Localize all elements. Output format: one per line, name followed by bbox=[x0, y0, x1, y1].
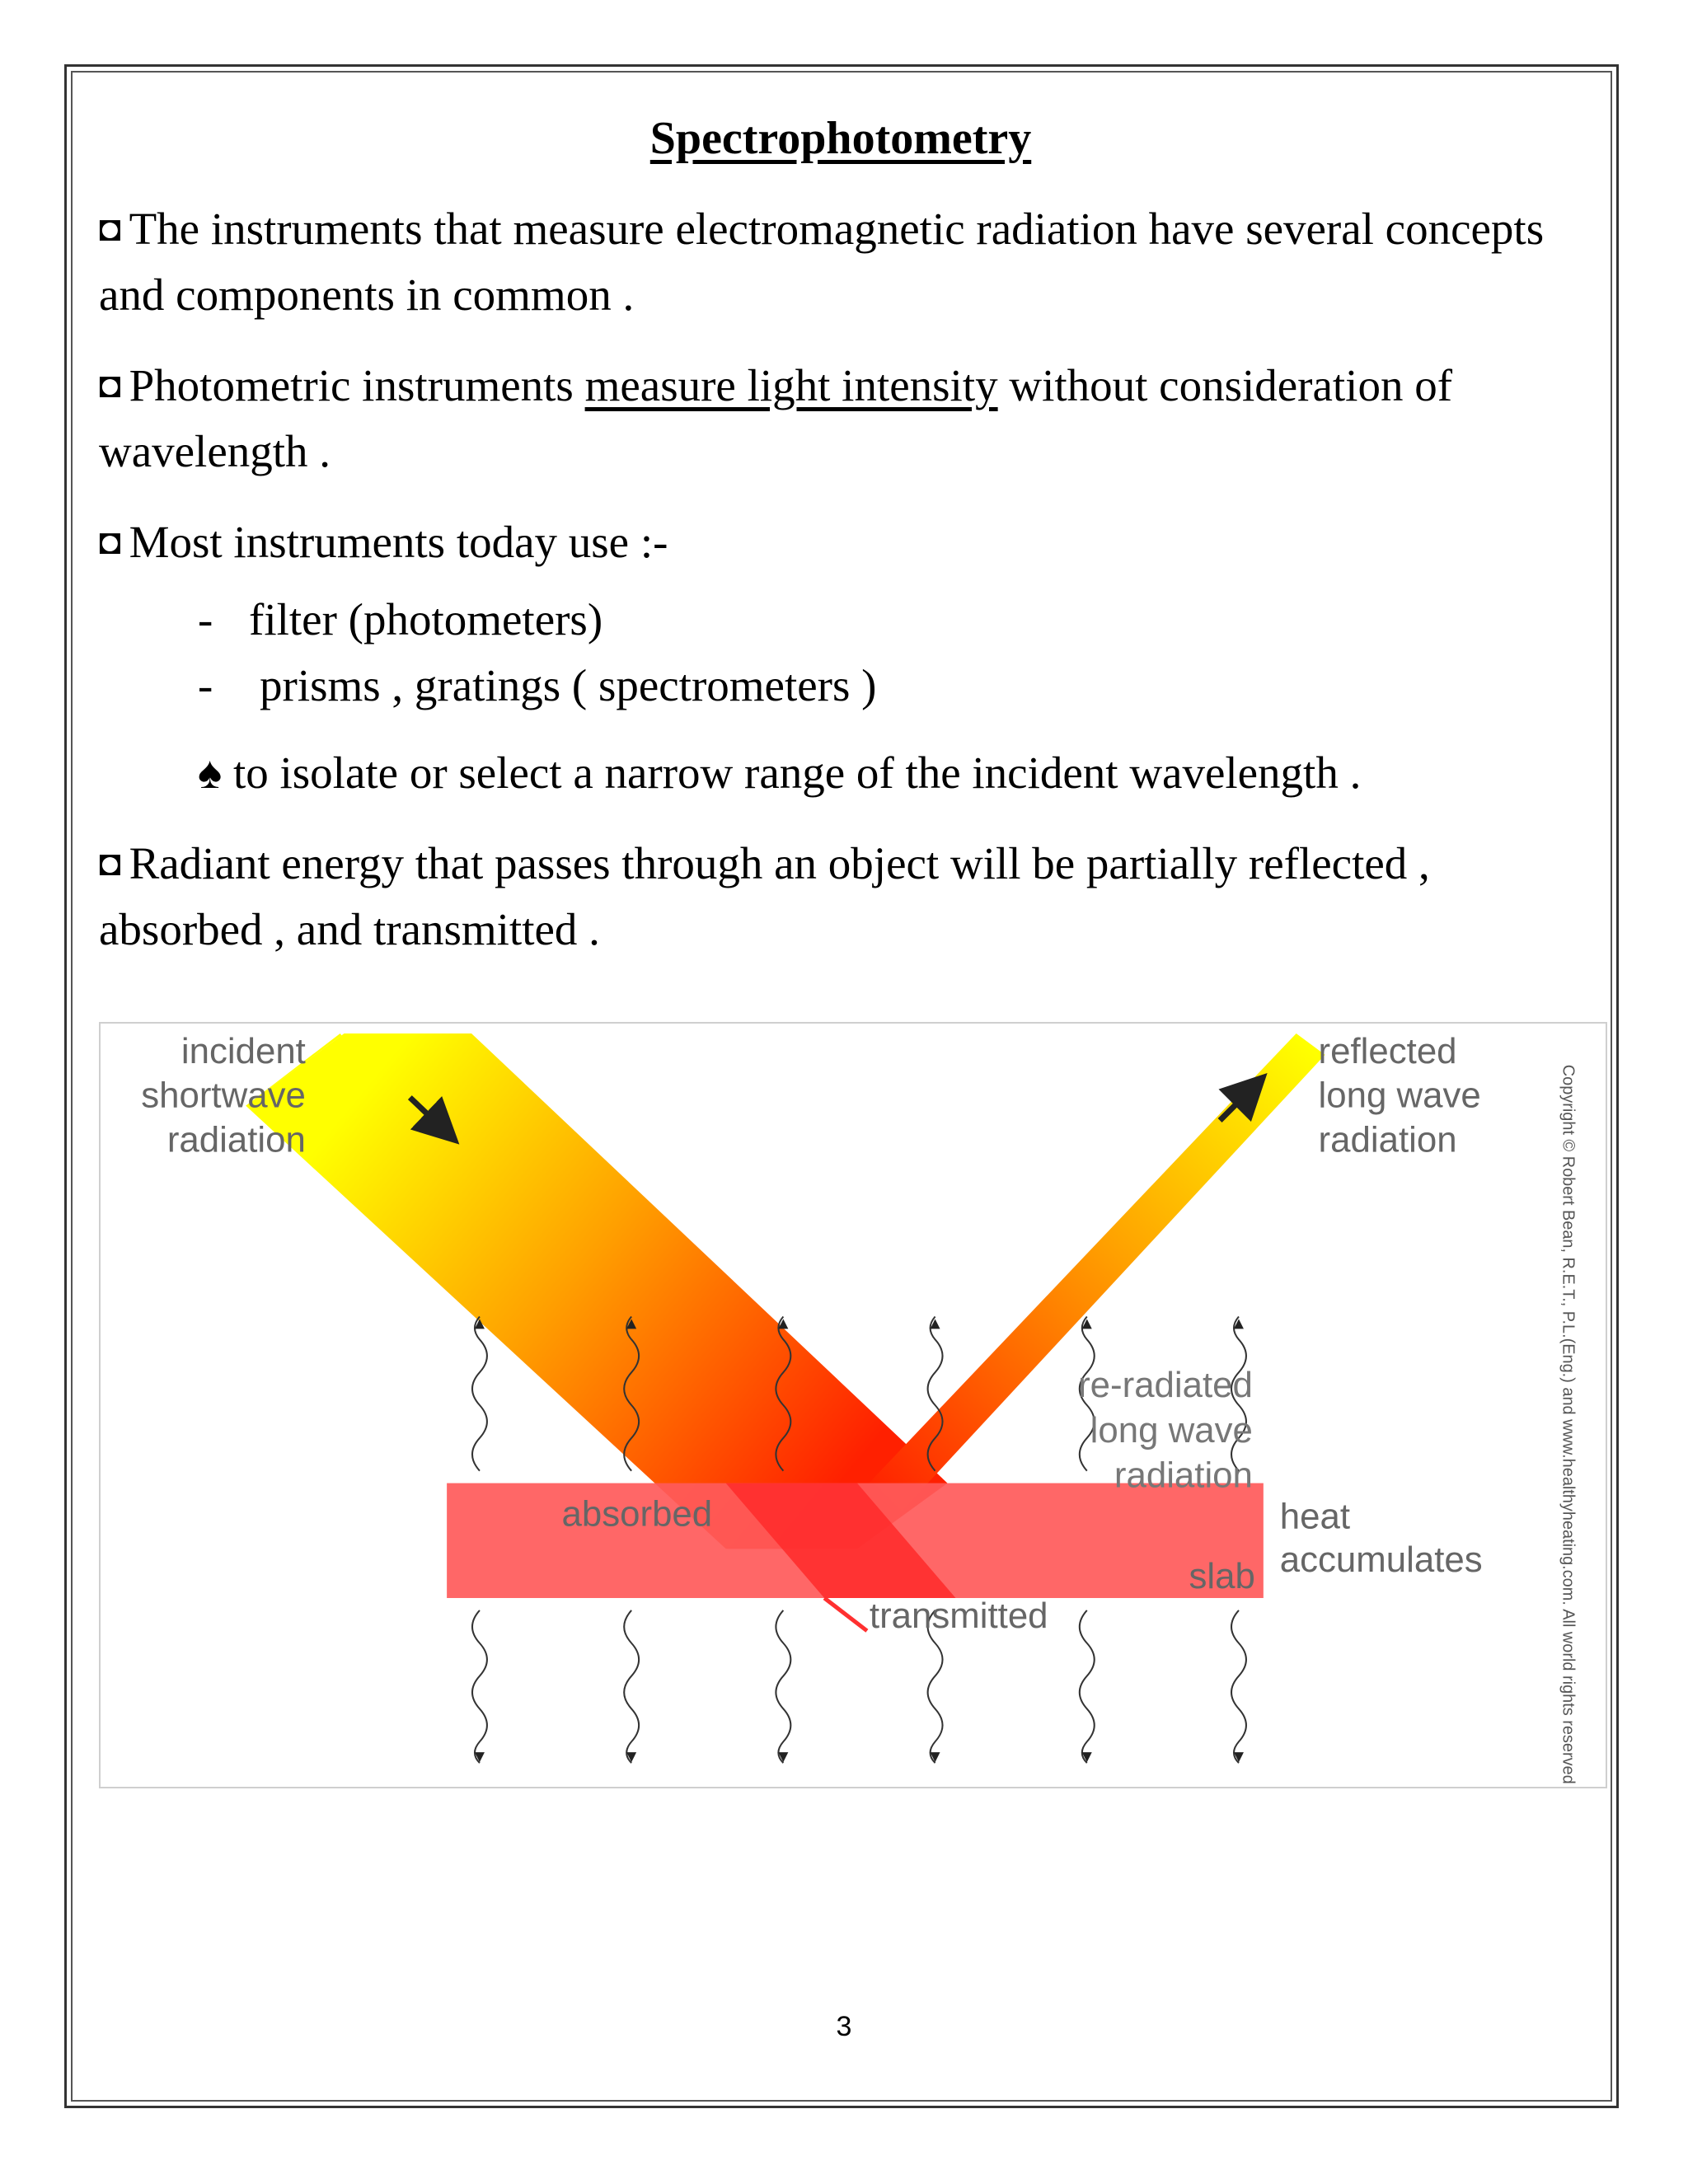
wave-arrowheads-down bbox=[475, 1752, 1244, 1762]
bullet-icon: ◘ bbox=[99, 365, 121, 405]
radiation-diagram bbox=[99, 1022, 1607, 1788]
paragraph-most-instruments bbox=[99, 509, 1582, 575]
underlined-phrase: measure light intensity bbox=[584, 360, 998, 410]
dash-marker: - bbox=[198, 594, 213, 644]
slab-label: slab bbox=[1189, 1556, 1255, 1597]
bullet-icon: ◘ bbox=[99, 522, 121, 562]
list-item-text: prisms , gratings ( spectrometers ) bbox=[260, 660, 877, 710]
incident-label-line2: shortwave bbox=[141, 1075, 306, 1116]
reradiated-label-line2: long wave bbox=[1090, 1409, 1253, 1451]
incident-label-line1: incident bbox=[181, 1030, 306, 1071]
paragraph-radiant-energy bbox=[99, 831, 1582, 963]
paragraph-text: Photometric instruments bbox=[129, 360, 585, 410]
bullet-icon: ◘ bbox=[99, 209, 121, 249]
dash-marker: - bbox=[198, 660, 213, 710]
spade-note bbox=[99, 740, 1582, 806]
page-number: 3 bbox=[836, 2011, 852, 2042]
list-item bbox=[99, 653, 1582, 719]
list-item-text: filter (photometers) bbox=[249, 594, 603, 644]
paragraph-photometric bbox=[99, 353, 1582, 485]
radiation-diagram-svg bbox=[101, 1024, 1606, 1787]
page-title: Spectrophotometry bbox=[649, 113, 1032, 164]
heat-label-line2: accumulates bbox=[1279, 1540, 1483, 1581]
spade-icon: ♠ bbox=[198, 748, 223, 798]
transmitted-ray bbox=[824, 1598, 867, 1631]
reradiated-label-line3: radiation bbox=[1114, 1455, 1253, 1496]
transmitted-label: transmitted bbox=[869, 1595, 1048, 1636]
paragraph-instruments bbox=[99, 196, 1582, 328]
heat-label-line1: heat bbox=[1279, 1496, 1351, 1537]
incident-beam-body bbox=[246, 1033, 865, 1549]
reflected-label-line1: reflected bbox=[1318, 1030, 1457, 1071]
reradiated-waves-down bbox=[472, 1610, 1246, 1763]
paragraph-text: The instruments that measure electromagnetic radiation have several concepts and components in common . bbox=[99, 204, 1545, 320]
list-item bbox=[99, 587, 1582, 653]
reradiated-label-line1: re-radiated bbox=[1078, 1365, 1253, 1406]
paragraph-text: Most instruments today use :- bbox=[129, 517, 668, 567]
bullet-icon: ◘ bbox=[99, 843, 121, 883]
incident-label-line3: radiation bbox=[166, 1119, 306, 1160]
absorbed-label: absorbed bbox=[561, 1493, 713, 1535]
copyright-notice: Copyright © Robert Bean, R.E.T., P.L.(Eng.) and www.healthyheating.com. All world rights reserved bbox=[1559, 1064, 1578, 1784]
reflected-label-line2: long wave bbox=[1318, 1075, 1481, 1116]
spade-note-text: to isolate or select a narrow range of the incident wavelength . bbox=[232, 748, 1362, 798]
instrument-list bbox=[99, 587, 1582, 719]
paragraph-text: without consideration of wavelength . bbox=[99, 360, 1453, 476]
paragraph-text: Radiant energy that passes through an object will be partially reflected , absorbed , and transmitted . bbox=[99, 838, 1430, 954]
reflected-label-line3: radiation bbox=[1318, 1119, 1457, 1160]
page-content bbox=[99, 112, 1582, 987]
